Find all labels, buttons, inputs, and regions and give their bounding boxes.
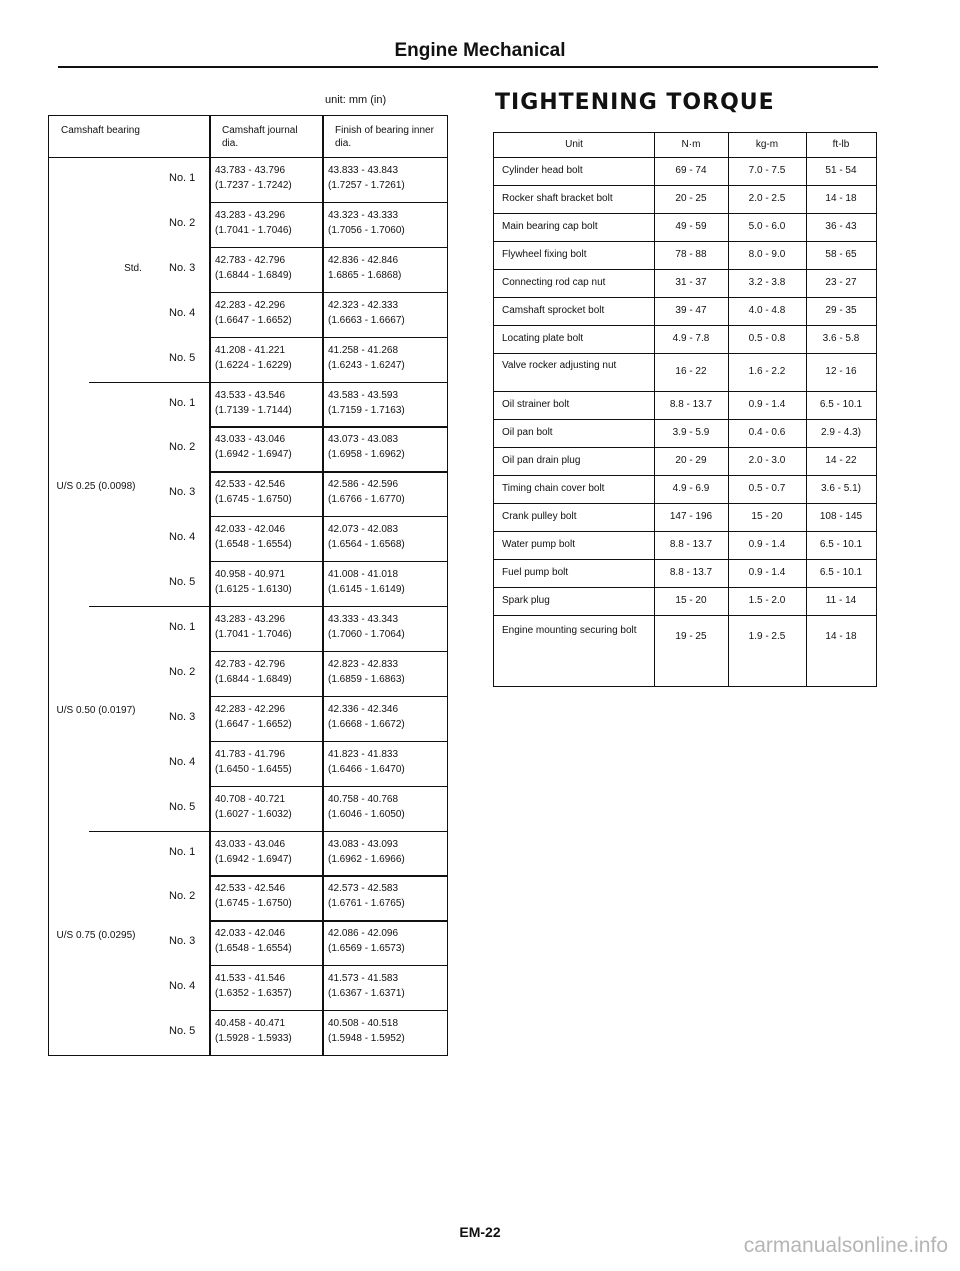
torque-value: 0.9 - 1.4 bbox=[748, 567, 786, 578]
finish-dia-value: 42.336 - 42.346 bbox=[328, 703, 399, 715]
group-label: U/S 0.50 (0.0197) bbox=[56, 705, 136, 717]
journal-dia-value: (1.6224 - 1.6229) bbox=[215, 359, 292, 371]
unit-note: unit: mm (in) bbox=[325, 94, 387, 106]
torque-item-name: Oil pan drain plug bbox=[502, 455, 581, 466]
header-journal-dia: Camshaft journal dia. bbox=[222, 125, 298, 149]
journal-dia-value: (1.7237 - 1.7242) bbox=[215, 180, 292, 191]
torque-item-name: Camshaft sprocket bolt bbox=[502, 305, 605, 316]
torque-value: 36 - 43 bbox=[825, 221, 857, 232]
tightening-torque-table bbox=[493, 132, 877, 687]
bearing-number: No. 4 bbox=[169, 755, 196, 768]
journal-dia-value: (1.6125 - 1.6130) bbox=[215, 584, 292, 596]
torque-value: 78 - 88 bbox=[675, 249, 707, 260]
torque-value: 8.8 - 13.7 bbox=[669, 399, 713, 410]
torque-value: 49 - 59 bbox=[675, 221, 707, 232]
torque-value: 12 - 16 bbox=[825, 366, 857, 377]
torque-value: 4.0 - 4.8 bbox=[748, 305, 786, 316]
torque-item-name: Timing chain cover bolt bbox=[502, 483, 605, 494]
bearing-number: No. 4 bbox=[169, 531, 196, 544]
journal-dia-value: 41.783 - 41.796 bbox=[215, 748, 286, 760]
finish-dia-value: 1.6865 - 1.6868) bbox=[328, 269, 402, 281]
torque-value: 1.6 - 2.2 bbox=[748, 366, 786, 377]
torque-value: 8.8 - 13.7 bbox=[669, 539, 713, 550]
torque-value: 14 - 18 bbox=[825, 193, 857, 204]
finish-dia-value: (1.6569 - 1.6573) bbox=[328, 943, 405, 955]
torque-item-name: Oil strainer bolt bbox=[502, 399, 570, 410]
journal-dia-value: (1.7139 - 1.7144) bbox=[215, 404, 292, 416]
torque-value: 39 - 47 bbox=[675, 305, 707, 316]
finish-dia-value: 42.073 - 42.083 bbox=[328, 524, 399, 536]
journal-dia-value: 42.033 - 42.046 bbox=[215, 524, 286, 536]
finish-dia-value: 42.086 - 42.096 bbox=[328, 928, 399, 940]
bearing-number: No. 1 bbox=[169, 172, 196, 184]
journal-dia-value: 42.533 - 42.546 bbox=[215, 883, 286, 895]
torque-header-cell: N·m bbox=[681, 139, 701, 150]
torque-item-name: Flywheel fixing bolt bbox=[502, 249, 587, 260]
bearing-number: No. 4 bbox=[169, 980, 196, 993]
journal-dia-value: 40.958 - 40.971 bbox=[215, 569, 286, 581]
torque-value: 7.0 - 7.5 bbox=[748, 165, 786, 176]
group-label: Std. bbox=[124, 263, 142, 275]
finish-dia-value: 43.073 - 43.083 bbox=[328, 434, 399, 446]
finish-dia-value: (1.6466 - 1.6470) bbox=[328, 763, 405, 775]
torque-item-name: Main bearing cap bolt bbox=[502, 221, 598, 232]
torque-value: 11 - 14 bbox=[825, 595, 857, 606]
journal-dia-value: (1.6745 - 1.6750) bbox=[215, 494, 292, 506]
journal-dia-value: (1.6548 - 1.6554) bbox=[215, 943, 292, 955]
torque-value: 6.5 - 10.1 bbox=[819, 399, 863, 410]
torque-value: 16 - 22 bbox=[675, 366, 707, 377]
finish-dia-value: 43.583 - 43.593 bbox=[328, 389, 399, 401]
finish-dia-value: (1.6564 - 1.6568) bbox=[328, 539, 405, 551]
finish-dia-value: 43.833 - 43.843 bbox=[328, 165, 399, 176]
torque-value: 8.8 - 13.7 bbox=[669, 567, 713, 578]
journal-dia-value: (1.6942 - 1.6947) bbox=[215, 449, 292, 461]
torque-value: 69 - 74 bbox=[675, 165, 707, 176]
journal-dia-value: (1.6027 - 1.6032) bbox=[215, 808, 292, 820]
finish-dia-value: (1.6367 - 1.6371) bbox=[328, 988, 405, 1000]
torque-value: 0.9 - 1.4 bbox=[748, 539, 786, 550]
finish-dia-value: (1.7060 - 1.7064) bbox=[328, 629, 405, 640]
watermark: carmanualsonline.info bbox=[743, 1234, 948, 1257]
bearing-number: No. 1 bbox=[169, 621, 196, 633]
torque-value: 2.9 - 4.3) bbox=[820, 427, 862, 438]
torque-value: 14 - 22 bbox=[825, 455, 857, 466]
page-number: EM-22 bbox=[459, 1224, 501, 1240]
journal-dia-value: 43.033 - 43.046 bbox=[215, 434, 286, 446]
journal-dia-value: 40.458 - 40.471 bbox=[215, 1018, 286, 1030]
torque-value: 20 - 25 bbox=[675, 193, 707, 204]
page-header-title: Engine Mechanical bbox=[394, 40, 566, 61]
torque-value: 3.6 - 5.1) bbox=[820, 483, 862, 494]
finish-dia-value: (1.6766 - 1.6770) bbox=[328, 494, 405, 506]
torque-item-name: Connecting rod cap nut bbox=[502, 277, 606, 288]
finish-dia-value: 41.823 - 41.833 bbox=[328, 748, 399, 760]
torque-title: TIGHTENING TORQUE bbox=[495, 90, 775, 115]
torque-item-name: Rocker shaft bracket bolt bbox=[502, 193, 613, 204]
torque-value: 31 - 37 bbox=[675, 277, 707, 288]
finish-dia-value: (1.6663 - 1.6667) bbox=[328, 314, 405, 326]
journal-dia-value: 42.533 - 42.546 bbox=[215, 479, 286, 491]
torque-value: 15 - 20 bbox=[675, 595, 707, 606]
journal-dia-value: (1.5928 - 1.5933) bbox=[215, 1033, 292, 1045]
journal-dia-value: (1.7041 - 1.7046) bbox=[215, 629, 292, 640]
journal-dia-value: (1.6844 - 1.6849) bbox=[215, 269, 292, 281]
finish-dia-value: (1.6958 - 1.6962) bbox=[328, 449, 405, 461]
bearing-number: No. 2 bbox=[169, 441, 196, 454]
torque-value: 6.5 - 10.1 bbox=[819, 567, 863, 578]
journal-dia-value: 42.283 - 42.296 bbox=[215, 703, 286, 715]
header-rule bbox=[58, 66, 878, 68]
bearing-number: No. 1 bbox=[169, 396, 196, 409]
header-finish-inner-dia: Finish of bearing inner dia. bbox=[335, 125, 434, 149]
bearing-number: No. 2 bbox=[169, 665, 196, 678]
journal-dia-value: 41.533 - 41.546 bbox=[215, 973, 286, 985]
finish-dia-value: 41.008 - 41.018 bbox=[328, 569, 399, 581]
finish-dia-value: 42.573 - 42.583 bbox=[328, 883, 399, 895]
finish-dia-value: (1.6962 - 1.6966) bbox=[328, 853, 405, 865]
finish-dia-value: 42.836 - 42.846 bbox=[328, 254, 399, 266]
finish-dia-value: 40.758 - 40.768 bbox=[328, 793, 399, 805]
finish-dia-value: (1.6243 - 1.6247) bbox=[328, 359, 405, 371]
journal-dia-value: (1.6548 - 1.6554) bbox=[215, 539, 292, 551]
group-label: U/S 0.75 (0.0295) bbox=[56, 929, 136, 941]
torque-value: 19 - 25 bbox=[675, 631, 707, 642]
torque-item-name: Fuel pump bolt bbox=[502, 567, 569, 578]
torque-value: 2.0 - 3.0 bbox=[748, 455, 786, 466]
torque-value: 14 - 18 bbox=[825, 631, 857, 642]
finish-dia-value: (1.7159 - 1.7163) bbox=[328, 404, 405, 416]
finish-dia-value: (1.7257 - 1.7261) bbox=[328, 180, 405, 191]
journal-dia-value: 42.283 - 42.296 bbox=[215, 299, 286, 311]
finish-dia-value: 42.586 - 42.596 bbox=[328, 479, 399, 491]
journal-dia-value: 43.033 - 43.046 bbox=[215, 838, 286, 850]
torque-value: 147 - 196 bbox=[669, 511, 713, 522]
journal-dia-value: 43.783 - 43.796 bbox=[215, 165, 286, 176]
torque-value: 6.5 - 10.1 bbox=[819, 539, 863, 550]
bearing-number: No. 3 bbox=[169, 261, 196, 274]
torque-value: 0.5 - 0.7 bbox=[748, 483, 786, 494]
finish-dia-value: 41.258 - 41.268 bbox=[328, 344, 399, 356]
torque-header-cell: Unit bbox=[565, 139, 583, 150]
bearing-number: No. 3 bbox=[169, 710, 196, 723]
finish-dia-value: 42.323 - 42.333 bbox=[328, 299, 399, 311]
finish-dia-value: (1.6859 - 1.6863) bbox=[328, 673, 405, 685]
camshaft-bearing-table bbox=[48, 115, 448, 1056]
bearing-number: No. 4 bbox=[169, 306, 196, 319]
bearing-number: No. 3 bbox=[169, 486, 196, 499]
torque-value: 51 - 54 bbox=[825, 165, 857, 176]
torque-value: 3.2 - 3.8 bbox=[748, 277, 786, 288]
bearing-number: No. 3 bbox=[169, 935, 196, 948]
torque-value: 5.0 - 6.0 bbox=[748, 221, 786, 232]
torque-item-name: Spark plug bbox=[502, 595, 550, 606]
torque-item-name: Locating plate bolt bbox=[502, 333, 584, 344]
finish-dia-value: 41.573 - 41.583 bbox=[328, 973, 399, 985]
finish-dia-value: 43.333 - 43.343 bbox=[328, 614, 399, 625]
bearing-number: No. 5 bbox=[169, 800, 196, 813]
journal-dia-value: 43.283 - 43.296 bbox=[215, 209, 286, 221]
finish-dia-value: (1.5948 - 1.5952) bbox=[328, 1033, 405, 1045]
journal-dia-value: 42.783 - 42.796 bbox=[215, 658, 286, 670]
torque-value: 58 - 65 bbox=[825, 249, 857, 260]
finish-dia-value: (1.6046 - 1.6050) bbox=[328, 808, 405, 820]
finish-dia-value: 40.508 - 40.518 bbox=[328, 1018, 399, 1030]
torque-value: 8.0 - 9.0 bbox=[748, 249, 786, 260]
finish-dia-value: (1.6668 - 1.6672) bbox=[328, 718, 405, 730]
bearing-number: No. 1 bbox=[169, 845, 196, 858]
bearing-number: No. 2 bbox=[169, 890, 196, 903]
torque-value: 4.9 - 7.8 bbox=[672, 333, 710, 344]
torque-item-name: Oil pan bolt bbox=[502, 427, 553, 438]
journal-dia-value: (1.6352 - 1.6357) bbox=[215, 988, 292, 1000]
finish-dia-value: 43.083 - 43.093 bbox=[328, 838, 399, 850]
journal-dia-value: (1.6450 - 1.6455) bbox=[215, 763, 292, 775]
journal-dia-value: 40.708 - 40.721 bbox=[215, 793, 286, 805]
torque-header-cell: ft-lb bbox=[832, 139, 850, 150]
finish-dia-value: 42.823 - 42.833 bbox=[328, 658, 399, 670]
torque-value: 1.9 - 2.5 bbox=[748, 631, 786, 642]
torque-value: 29 - 35 bbox=[825, 305, 857, 316]
finish-dia-value: (1.6145 - 1.6149) bbox=[328, 584, 405, 596]
torque-value: 0.9 - 1.4 bbox=[748, 399, 786, 410]
journal-dia-value: (1.6647 - 1.6652) bbox=[215, 718, 292, 730]
bearing-number: No. 5 bbox=[169, 576, 196, 589]
journal-dia-value: (1.6844 - 1.6849) bbox=[215, 673, 292, 685]
journal-dia-value: 42.783 - 42.796 bbox=[215, 254, 286, 266]
torque-item-name: Engine mounting securing bolt bbox=[502, 625, 637, 636]
finish-dia-value: (1.6761 - 1.6765) bbox=[328, 898, 405, 910]
journal-dia-value: 42.033 - 42.046 bbox=[215, 928, 286, 940]
torque-value: 1.5 - 2.0 bbox=[748, 595, 786, 606]
torque-value: 23 - 27 bbox=[825, 277, 857, 288]
journal-dia-value: (1.6942 - 1.6947) bbox=[215, 853, 292, 865]
torque-item-name: Valve rocker adjusting nut bbox=[502, 360, 617, 371]
torque-value: 108 - 145 bbox=[819, 511, 863, 522]
journal-dia-value: 43.283 - 43.296 bbox=[215, 614, 286, 625]
journal-dia-value: (1.6647 - 1.6652) bbox=[215, 314, 292, 326]
bearing-number: No. 2 bbox=[169, 216, 196, 229]
group-label: U/S 0.25 (0.0098) bbox=[56, 480, 136, 492]
finish-dia-value: 43.323 - 43.333 bbox=[328, 209, 399, 221]
journal-dia-value: 41.208 - 41.221 bbox=[215, 344, 286, 356]
finish-dia-value: (1.7056 - 1.7060) bbox=[328, 224, 405, 236]
torque-value: 20 - 29 bbox=[675, 455, 707, 466]
torque-item-name: Cylinder head bolt bbox=[502, 165, 583, 176]
torque-value: 3.6 - 5.8 bbox=[822, 333, 860, 344]
torque-item-name: Crank pulley bolt bbox=[502, 511, 577, 522]
header-camshaft-bearing: Camshaft bearing bbox=[61, 125, 140, 136]
torque-value: 0.5 - 0.8 bbox=[748, 333, 786, 344]
torque-value: 15 - 20 bbox=[751, 511, 783, 522]
journal-dia-value: (1.6745 - 1.6750) bbox=[215, 898, 292, 910]
torque-header-cell: kg-m bbox=[755, 139, 779, 150]
journal-dia-value: 43.533 - 43.546 bbox=[215, 389, 286, 401]
bearing-number: No. 5 bbox=[169, 351, 196, 364]
journal-dia-value: (1.7041 - 1.7046) bbox=[215, 224, 292, 236]
torque-value: 0.4 - 0.6 bbox=[748, 427, 786, 438]
torque-item-name: Water pump bolt bbox=[502, 539, 575, 550]
torque-value: 3.9 - 5.9 bbox=[672, 427, 710, 438]
torque-value: 2.0 - 2.5 bbox=[748, 193, 786, 204]
bearing-number: No. 5 bbox=[169, 1025, 196, 1038]
torque-value: 4.9 - 6.9 bbox=[672, 483, 710, 494]
